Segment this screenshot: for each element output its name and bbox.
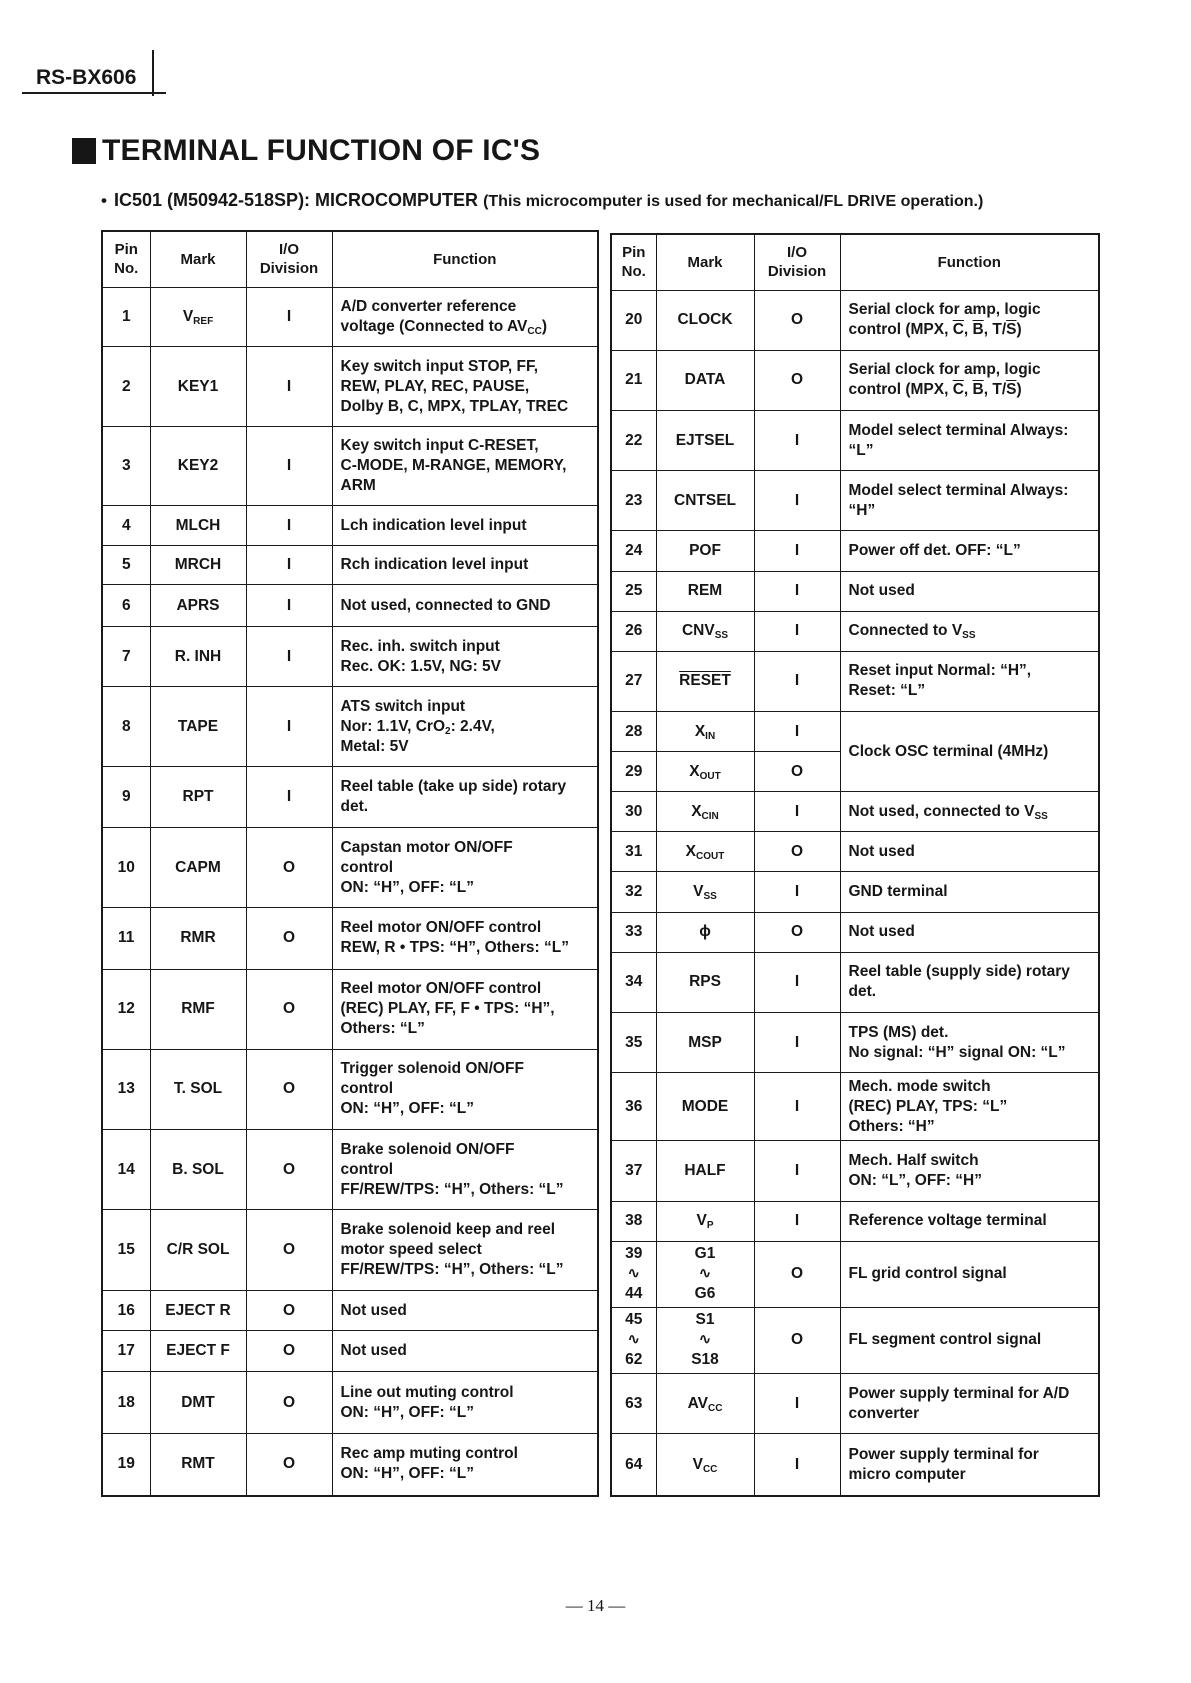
col-header-function: Function	[332, 231, 598, 287]
pin-function: Not used, connected to GND	[332, 585, 598, 627]
pin-mark: RPT	[150, 766, 246, 827]
pin-mark: MRCH	[150, 545, 246, 585]
pin-io: I	[246, 627, 332, 687]
table-row	[611, 350, 1099, 410]
pin-number: 13	[102, 1049, 150, 1129]
table-row	[611, 1073, 1099, 1141]
pin-io: O	[246, 1049, 332, 1129]
pin-mark: RMF	[150, 969, 246, 1049]
table-row	[611, 651, 1099, 711]
pin-function: ATS switch input Nor: 1.1V, CrO$_2$: 2.4V, Metal: 5V	[332, 687, 598, 766]
pin-io: O	[754, 350, 840, 410]
pin-number: 16	[102, 1291, 150, 1331]
table-row	[611, 1434, 1099, 1496]
pin-number: 33	[611, 912, 656, 952]
section-subtitle	[101, 190, 1171, 211]
col-header-mark: Mark	[150, 231, 246, 287]
pin-io: O	[246, 1433, 332, 1496]
pin-function: Not used	[840, 571, 1099, 611]
table-row	[611, 872, 1099, 912]
pin-number: 27	[611, 651, 656, 711]
table-row	[102, 545, 598, 585]
pin-number: 4	[102, 506, 150, 546]
table-row	[102, 427, 598, 506]
pin-io: O	[246, 908, 332, 969]
page-title	[72, 134, 540, 168]
table-row	[102, 1049, 598, 1129]
pin-mark: $X_{COUT}$	[656, 832, 754, 872]
pin-number: 2	[102, 347, 150, 427]
pin-mark: C/R SOL	[150, 1210, 246, 1291]
pin-io: I	[754, 1073, 840, 1141]
subtitle-main: IC501 (M50942-518SP): MICROCOMPUTER	[113, 190, 479, 210]
table-row	[102, 1291, 598, 1331]
table-row	[611, 471, 1099, 531]
table-row	[102, 687, 598, 766]
pin-mark: S1 ∿ S18	[656, 1307, 754, 1373]
pin-io: I	[754, 1201, 840, 1241]
pin-io: O	[246, 969, 332, 1049]
pin-number: 37	[611, 1141, 656, 1201]
pin-function: FL segment control signal	[840, 1307, 1099, 1373]
pin-io: I	[754, 952, 840, 1012]
pin-mark: R. INH	[150, 627, 246, 687]
pin-number: 23	[611, 471, 656, 531]
pin-function: Power off det. OFF: “L”	[840, 531, 1099, 571]
pin-number: 63	[611, 1374, 656, 1434]
pin-number: 6	[102, 585, 150, 627]
pin-number: 36	[611, 1073, 656, 1141]
pin-io: O	[754, 1241, 840, 1307]
pin-function: Reel table (take up side) rotary det.	[332, 766, 598, 827]
pin-function: Not used	[840, 832, 1099, 872]
table-row	[102, 908, 598, 969]
pin-number: 31	[611, 832, 656, 872]
pin-function: Not used, connected to $V_{SS}$	[840, 792, 1099, 832]
pin-function: Reel table (supply side) rotary det.	[840, 952, 1099, 1012]
pin-mark: RMR	[150, 908, 246, 969]
pin-number: 5	[102, 545, 150, 585]
pin-io: I	[754, 531, 840, 571]
pin-number: 12	[102, 969, 150, 1049]
pin-function: Reference voltage terminal	[840, 1201, 1099, 1241]
pin-function: A/D converter reference voltage (Connected to $AV_{CC}$)	[332, 287, 598, 346]
pin-number: 64	[611, 1434, 656, 1496]
pin-number: 19	[102, 1433, 150, 1496]
pin-mark: MLCH	[150, 506, 246, 546]
pin-function: Reel motor ON/OFF control REW, R • TPS: “H”, Others: “L”	[332, 908, 598, 969]
pin-io: I	[246, 287, 332, 346]
pin-number: 26	[611, 611, 656, 651]
pin-number: 10	[102, 828, 150, 908]
pin-io: I	[754, 471, 840, 531]
table-header-row	[102, 231, 598, 287]
pin-function: Mech. Half switch ON: “L”, OFF: “H”	[840, 1141, 1099, 1201]
pin-function: Key switch input STOP, FF, REW, PLAY, REC, PAUSE, Dolby B, C, MPX, TPLAY, TREC	[332, 347, 598, 427]
table-row	[102, 828, 598, 908]
pin-number: 21	[611, 350, 656, 410]
table-row	[611, 792, 1099, 832]
pin-mark: HALF	[656, 1141, 754, 1201]
pin-mark: B. SOL	[150, 1129, 246, 1209]
pin-io: O	[246, 1330, 332, 1372]
pin-number: 15	[102, 1210, 150, 1291]
pin-number: 38	[611, 1201, 656, 1241]
pin-function: Model select terminal Always: “L”	[840, 411, 1099, 471]
pin-number: 32	[611, 872, 656, 912]
pin-io: O	[246, 828, 332, 908]
pin-mark: $X_{IN}$	[656, 711, 754, 751]
pin-io: I	[754, 872, 840, 912]
square-bullet-icon	[72, 138, 96, 164]
subtitle-note: (This microcomputer is used for mechanical/FL DRIVE operation.)	[483, 193, 984, 210]
pin-io: I	[754, 1434, 840, 1496]
bullet-icon: •	[101, 191, 107, 210]
pin-io: I	[754, 1012, 840, 1072]
pin-io: I	[754, 651, 840, 711]
pin-number: 14	[102, 1129, 150, 1209]
pin-function: Key switch input C-RESET, C-MODE, M-RANGE, MEMORY, ARM	[332, 427, 598, 506]
pin-mark: DMT	[150, 1372, 246, 1433]
pin-io: I	[754, 711, 840, 751]
table-row	[611, 952, 1099, 1012]
table-row	[611, 1241, 1099, 1307]
pin-mark: $CNV_{SS}$	[656, 611, 754, 651]
pin-number: 8	[102, 687, 150, 766]
pin-function: Line out muting control ON: “H”, OFF: “L”	[332, 1372, 598, 1433]
pin-function: Mech. mode switch (REC) PLAY, TPS: “L” Others: “H”	[840, 1073, 1099, 1141]
pin-function: Power supply terminal for A/D converter	[840, 1374, 1099, 1434]
pin-io: O	[246, 1210, 332, 1291]
pin-mark: EJTSEL	[656, 411, 754, 471]
table-row	[102, 585, 598, 627]
pin-number: 17	[102, 1330, 150, 1372]
pin-io: I	[246, 687, 332, 766]
table-row	[102, 1372, 598, 1433]
pin-io: O	[754, 912, 840, 952]
pin-io: I	[754, 1374, 840, 1434]
pin-mark: RMT	[150, 1433, 246, 1496]
table-row	[611, 1012, 1099, 1072]
pin-io: O	[754, 752, 840, 792]
pin-io: O	[754, 1307, 840, 1373]
table-row	[102, 1210, 598, 1291]
pin-function: FL grid control signal	[840, 1241, 1099, 1307]
pin-io: I	[246, 506, 332, 546]
table-row	[611, 912, 1099, 952]
pin-function: Not used	[332, 1330, 598, 1372]
pin-number: 24	[611, 531, 656, 571]
pin-function: Power supply terminal for micro computer	[840, 1434, 1099, 1496]
pin-number: 1	[102, 287, 150, 346]
table-row	[611, 531, 1099, 571]
pin-number: 30	[611, 792, 656, 832]
pin-number: 3	[102, 427, 150, 506]
pin-number: 9	[102, 766, 150, 827]
pin-mark: G1 ∿ G6	[656, 1241, 754, 1307]
table-row	[611, 411, 1099, 471]
pin-io: I	[754, 1141, 840, 1201]
pin-number: 7	[102, 627, 150, 687]
page-title-text: TERMINAL FUNCTION OF IC'S	[102, 134, 541, 167]
pin-mark: EJECT F	[150, 1330, 246, 1372]
pin-function: Not used	[840, 912, 1099, 952]
pin-mark: EJECT R	[150, 1291, 246, 1331]
table-row	[611, 611, 1099, 651]
pin-function: Clock OSC terminal (4MHz)	[840, 711, 1099, 791]
table-row	[611, 832, 1099, 872]
pin-function: Rec. inh. switch input Rec. OK: 1.5V, NG: 5V	[332, 627, 598, 687]
pin-mark: $AV_{CC}$	[656, 1374, 754, 1434]
pin-io: I	[246, 585, 332, 627]
table-row	[102, 627, 598, 687]
table-row	[102, 506, 598, 546]
pin-io: I	[246, 347, 332, 427]
pin-mark: CNTSEL	[656, 471, 754, 531]
col-header-io: I/O Division	[246, 231, 332, 287]
pin-mark: KEY1	[150, 347, 246, 427]
pin-io: I	[246, 766, 332, 827]
pin-io: I	[246, 427, 332, 506]
pin-io: I	[246, 545, 332, 585]
pin-number: 18	[102, 1372, 150, 1433]
pin-mark: POF	[656, 531, 754, 571]
pin-io: O	[246, 1291, 332, 1331]
pin-io: O	[754, 832, 840, 872]
pin-function: Brake solenoid ON/OFF control FF/REW/TPS: “H”, Others: “L”	[332, 1129, 598, 1209]
pin-number: 35	[611, 1012, 656, 1072]
table-row	[102, 766, 598, 827]
page-number: — 14 —	[565, 1596, 626, 1615]
pin-mark: TAPE	[150, 687, 246, 766]
table-row	[102, 1433, 598, 1496]
table-row	[611, 1141, 1099, 1201]
pin-number: 45 ∿ 62	[611, 1307, 656, 1373]
pin-function: GND terminal	[840, 872, 1099, 912]
pin-function: Reel motor ON/OFF control (REC) PLAY, FF, F • TPS: “H”, Others: “L”	[332, 969, 598, 1049]
col-header-function: Function	[840, 234, 1099, 290]
pin-function: Trigger solenoid ON/OFF control ON: “H”, OFF: “L”	[332, 1049, 598, 1129]
pin-mark: CLOCK	[656, 290, 754, 350]
col-header-pin: Pin No.	[611, 234, 656, 290]
table-row	[102, 287, 598, 346]
pin-function: Reset input Normal: “H”, Reset: “L”	[840, 651, 1099, 711]
pin-number: 20	[611, 290, 656, 350]
table-row	[102, 1129, 598, 1209]
pin-mark: T. SOL	[150, 1049, 246, 1129]
pin-mark: $V_{SS}$	[656, 872, 754, 912]
pin-number: 22	[611, 411, 656, 471]
pin-mark: $V_{CC}$	[656, 1434, 754, 1496]
pin-mark: KEY2	[150, 427, 246, 506]
pin-mark: ϕ	[656, 912, 754, 952]
table-row	[102, 1330, 598, 1372]
pin-function: Not used	[332, 1291, 598, 1331]
pin-function: Rch indication level input	[332, 545, 598, 585]
pin-mark: RESET	[656, 651, 754, 711]
pin-number: 25	[611, 571, 656, 611]
pin-io: I	[754, 792, 840, 832]
pin-io: O	[246, 1372, 332, 1433]
pin-mark: CAPM	[150, 828, 246, 908]
pin-table-left	[101, 230, 599, 1497]
pin-mark: MODE	[656, 1073, 754, 1141]
pin-mark: $V_{REF}$	[150, 287, 246, 346]
pin-function: Lch indication level input	[332, 506, 598, 546]
table-row	[611, 1374, 1099, 1434]
table-row	[102, 347, 598, 427]
pin-function: Connected to $V_{SS}$	[840, 611, 1099, 651]
pin-function: Serial clock for amp, logic control (MPX, $\overline{C}$, $\overline{B}$, $T/\overline{S}$)	[840, 290, 1099, 350]
table-row	[102, 969, 598, 1049]
pin-function: Model select terminal Always: “H”	[840, 471, 1099, 531]
pin-number: 39 ∿ 44	[611, 1241, 656, 1307]
col-header-pin: Pin No.	[102, 231, 150, 287]
table-row	[611, 290, 1099, 350]
pin-mark: REM	[656, 571, 754, 611]
pin-number: 34	[611, 952, 656, 1012]
table-header-row	[611, 234, 1099, 290]
pin-function: Serial clock for amp, logic control (MPX, $\overline{C}$, $\overline{B}$, $T/\overline{S}$)	[840, 350, 1099, 410]
model-number: RS-BX606	[22, 66, 166, 94]
pin-io: I	[754, 571, 840, 611]
pin-function: Rec amp muting control ON: “H”, OFF: “L”	[332, 1433, 598, 1496]
table-row	[611, 1201, 1099, 1241]
pin-number: 11	[102, 908, 150, 969]
pin-mark: DATA	[656, 350, 754, 410]
pin-mark: $V_P$	[656, 1201, 754, 1241]
col-header-mark: Mark	[656, 234, 754, 290]
table-row	[611, 1307, 1099, 1373]
pin-mark: RPS	[656, 952, 754, 1012]
pin-io: I	[754, 411, 840, 471]
pin-mark: MSP	[656, 1012, 754, 1072]
pin-io: O	[754, 290, 840, 350]
table-row	[611, 571, 1099, 611]
col-header-io: I/O Division	[754, 234, 840, 290]
pin-mark: APRS	[150, 585, 246, 627]
pin-function: Capstan motor ON/OFF control ON: “H”, OFF: “L”	[332, 828, 598, 908]
pin-function: TPS (MS) det. No signal: “H” signal ON: “L”	[840, 1012, 1099, 1072]
pin-io: O	[246, 1129, 332, 1209]
pin-mark: $X_{CIN}$	[656, 792, 754, 832]
pin-function: Brake solenoid keep and reel motor speed select FF/REW/TPS: “H”, Others: “L”	[332, 1210, 598, 1291]
pin-number: 28	[611, 711, 656, 751]
pin-mark: $X_{OUT}$	[656, 752, 754, 792]
pin-number: 29	[611, 752, 656, 792]
pin-io: I	[754, 611, 840, 651]
table-row	[611, 711, 1099, 751]
pin-table-right	[610, 233, 1100, 1497]
